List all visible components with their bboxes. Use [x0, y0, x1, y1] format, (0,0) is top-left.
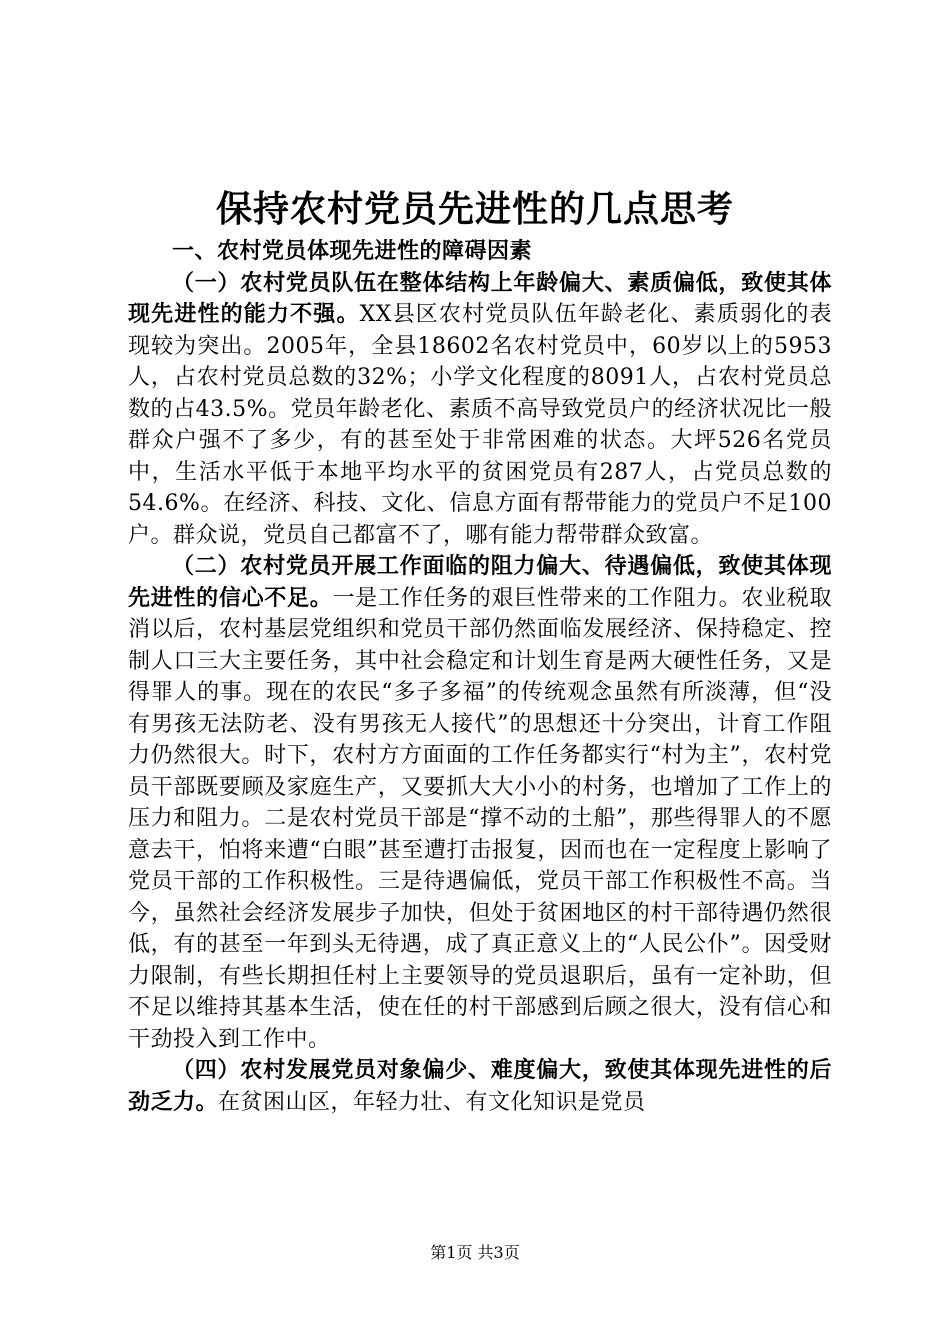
paragraph-lead: （四）农村发展党员对象偏少、难度偏大，致使其体现先进性的后劲乏力。: [128, 1058, 832, 1115]
paragraph-text: XX县区农村党员队伍年龄老化、素质弱化的表现较为突出。2005年，全县18602名农村党员中，60岁以上的5953人，占农村党员总数的32%；小学文化程度的8091人，占农村党员总数的占43.5%。党员年龄老化、素质不高导致党员户的经济状况比一般群众户强不了多少，有的甚至处于非常困难的状态。大坪526名党员中，生活水平低于本地平均水平的贫困党员有287人，占党员总数的54.6%。在经济、科技、文化、信息方面有帮带能力的党员户不足100户。群众说，党员自己都富不了，哪有能力帮带群众致富。: [128, 302, 832, 548]
document-body: [128, 236, 832, 1118]
paragraph-text: 在贫困山区，年轻力壮、有文化知识是党员: [218, 1089, 646, 1115]
page-footer: 第1页 共3页: [430, 1243, 520, 1262]
paragraph: [128, 1055, 832, 1118]
paragraph: [128, 551, 832, 1055]
document-title: 保持农村党员先进性的几点思考: [215, 189, 734, 230]
paragraph-lead: （二）农村党员开展工作面临的阻力偏大、待遇偏低，致使其体现先进性的信心不足。: [128, 554, 832, 611]
paragraph: [128, 268, 832, 552]
section-heading: 一、农村党员体现先进性的障碍因素: [172, 239, 533, 264]
paragraph-text: 一是工作任务的艰巨性带来的工作阻力。农业税取消以后，农村基层党组织和党员干部仍然面临发展经济、保持稳定、控制人口三大主要任务，其中社会稳定和计划生育是两大硬性任务，又是得罪人的事。现在的农民“多子多福”的传统观念虽然有所淡薄，但“没有男孩无法防老、没有男孩无人接代”的思想还十分突出，计育工作阻力仍然很大。时下，农村方方面面的工作任务都实行“村为主”，农村党员干部既要顾及家庭生产，又要抓大大小小的村务，也增加了工作上的压力和阻力。二是农村党员干部是“撑不动的土船”，那些得罪人的不愿意去干，怕将来遭“白眼”甚至遭打击报复，因而也在一定程度上影响了党员干部的工作积极性。三是待遇偏低，党员干部工作积极性不高。当今，虽然社会经济发展步子加快，但处于贫困地区的村干部待遇仍然很低，有的甚至一年到头无待遇，成了真正意义上的“人民公仆”。因受财力限制，有些长期担任村上主要领导的党员退职后，虽有一定补助，但不足以维持其基本生活，使在任的村干部感到后顾之很大，没有信心和干劲投入到工作中。: [128, 585, 832, 1052]
paragraph-lead: （一）农村党员队伍在整体结构上年龄偏大、素质偏低，致使其体现先进性的能力不强。: [128, 270, 832, 327]
